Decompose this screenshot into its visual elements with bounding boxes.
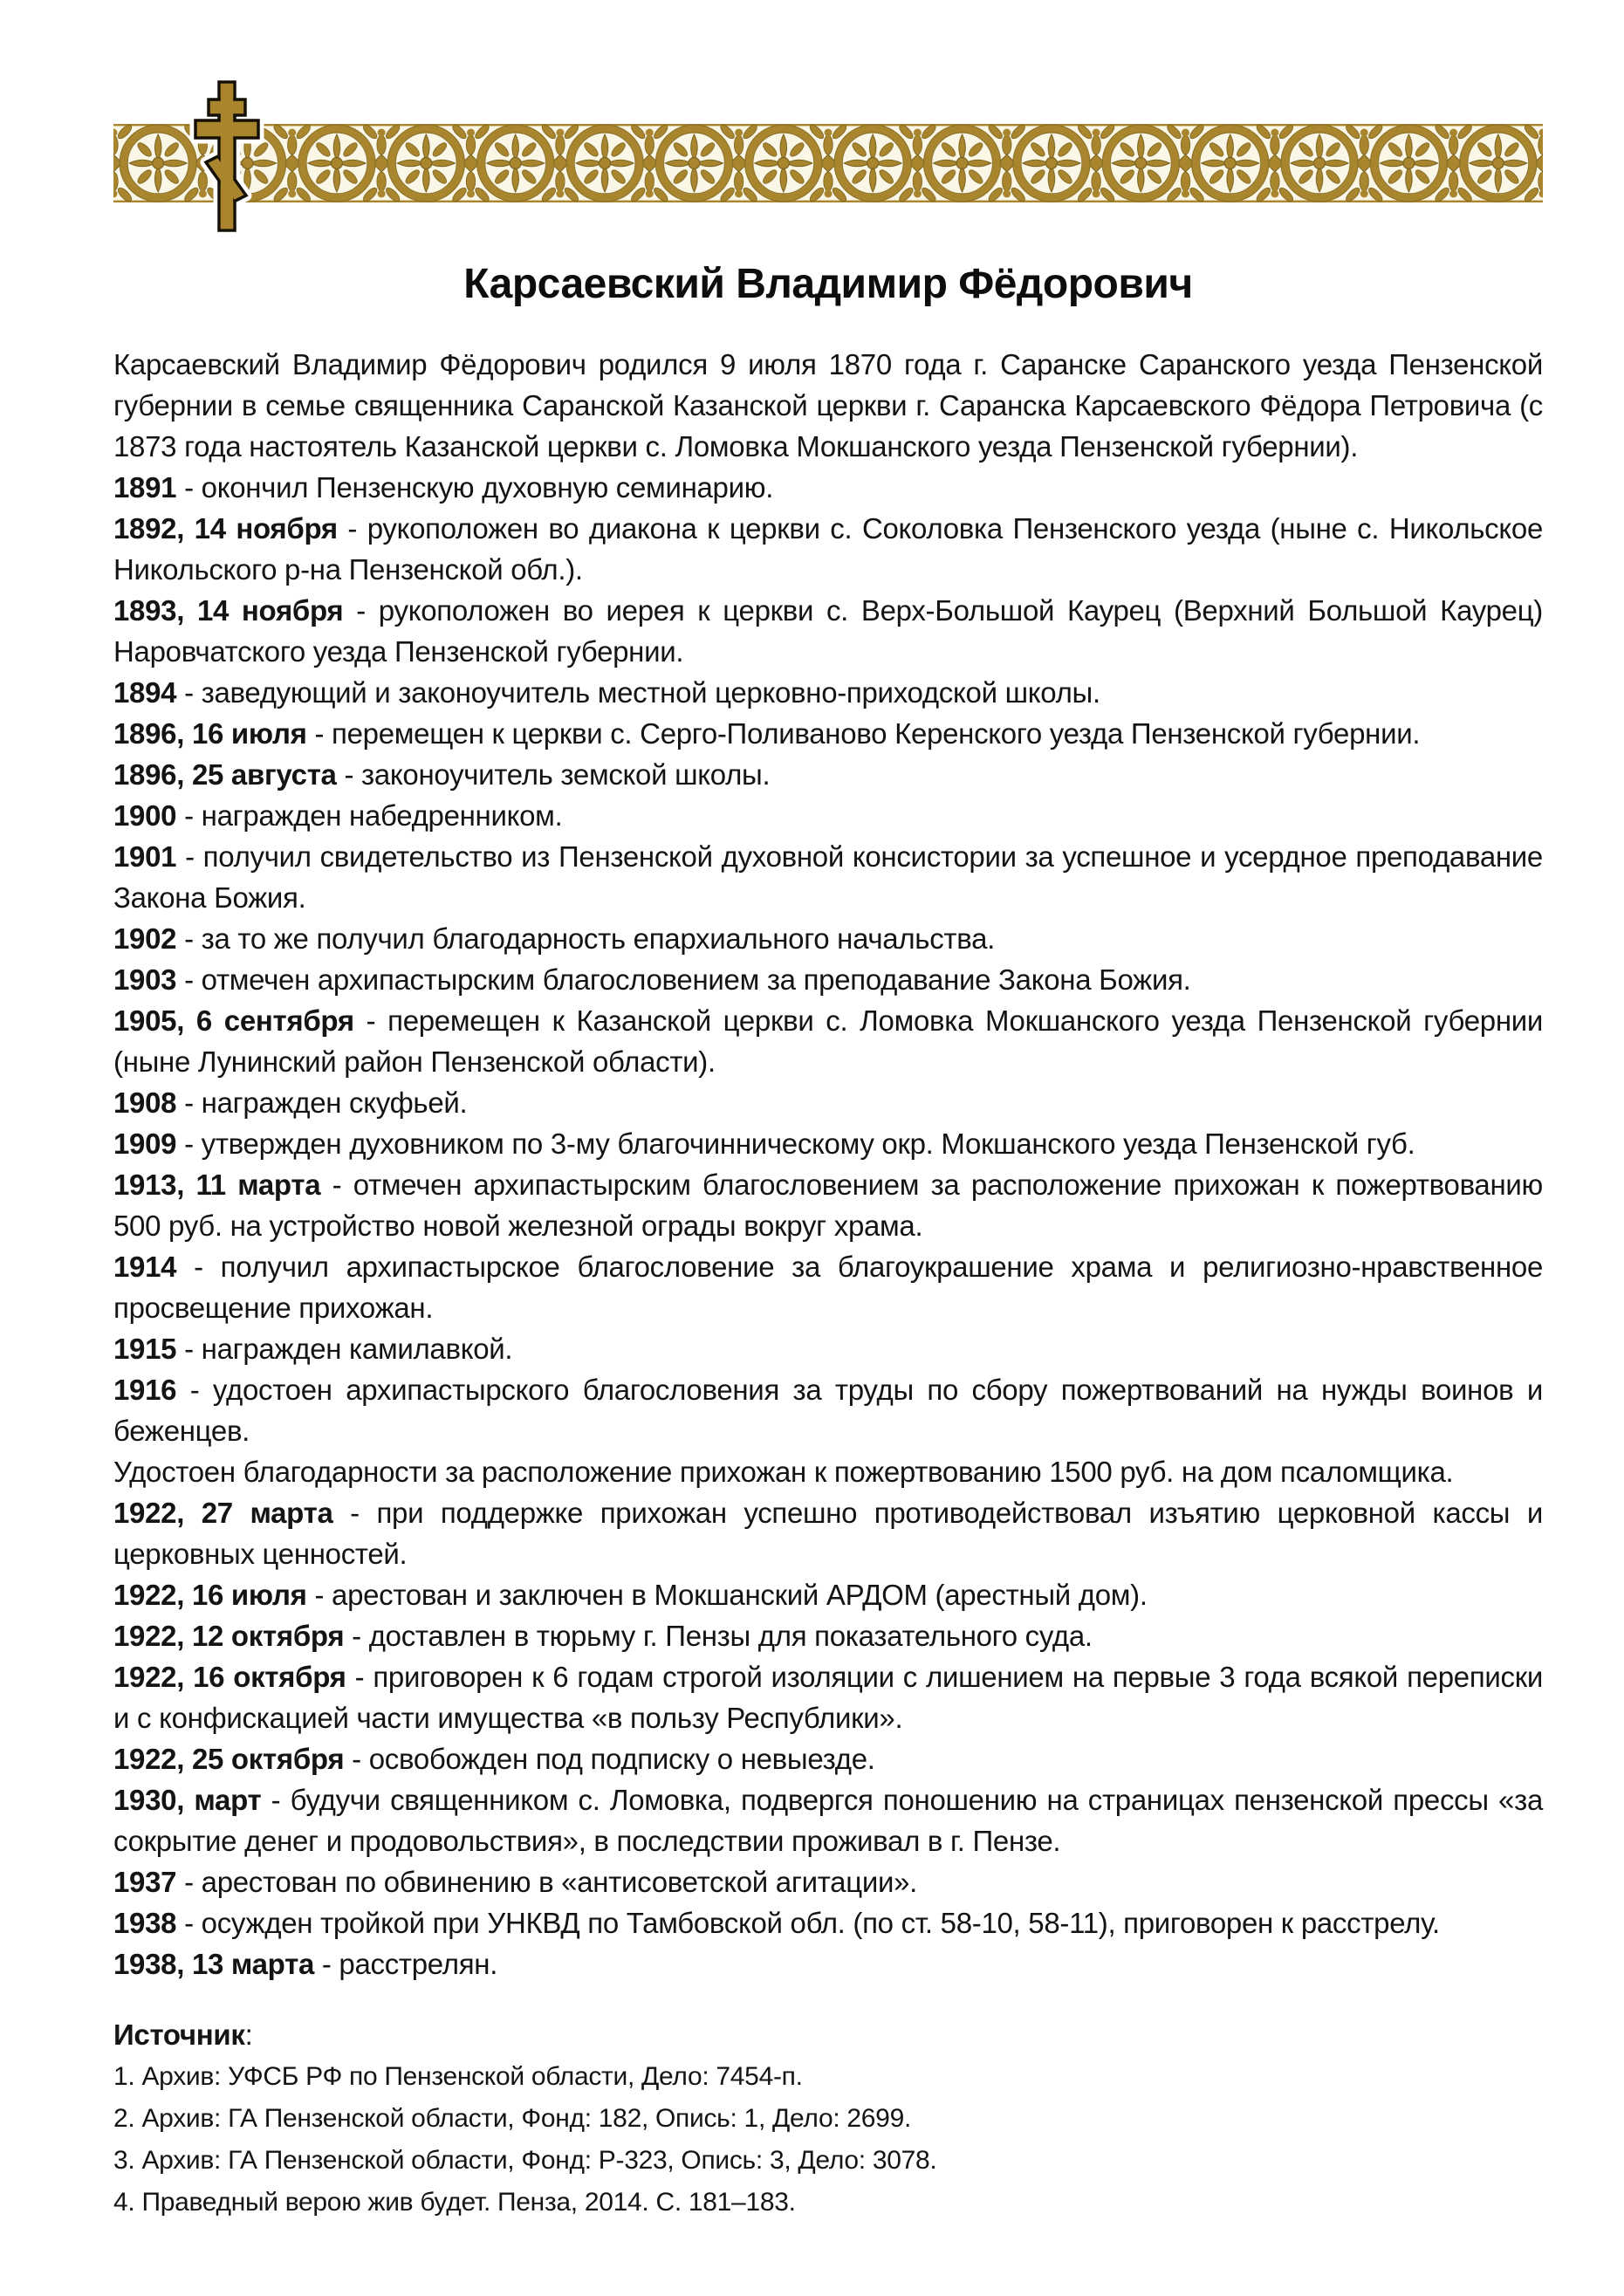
bio-entry: [113, 1123, 1543, 1164]
sources-heading-word: Источник: [113, 2018, 245, 2051]
entry-text: - доставлен в тюрьму г. Пензы для показательного суда.: [344, 1620, 1093, 1652]
entry-text: - перемещен к Казанской церкви с. Ломовка Мокшанского уезда Пензенской губернии (ныне Лунинский район Пензенской области).: [113, 1004, 1544, 1078]
bio-entry: [113, 672, 1543, 713]
bio-entry: [113, 1574, 1543, 1615]
bio-entry: [113, 713, 1543, 754]
entry-date: 1896, 25 августа: [113, 758, 337, 791]
entry-date: 1891: [113, 471, 177, 504]
biography-text: [113, 344, 1543, 2224]
entry-date: 1901: [113, 840, 177, 873]
entry-date: 1909: [113, 1127, 177, 1160]
entry-text: - отмечен архипастырским благословением за преподавание Закона Божия.: [176, 963, 1191, 996]
page-title: Карсаевский Владимир Фёдорович: [463, 261, 1193, 307]
source-item: 3. Архив: ГА Пензенской области, Фонд: Р-323, Опись: 3, Дело: 3078.: [113, 2146, 937, 2175]
entry-text: - рукоположен во иерея к церкви с. Верх-Большой Каурец (Верхний Большой Каурец) Наровчатского уезда Пензенской губернии.: [113, 594, 1543, 668]
floral-border: [113, 124, 1543, 202]
entry-text: - приговорен к 6 годам строгой изоляции с лишением на первые 3 года всякой переписки и с конфискацией части имущества «в пользу Республики».: [113, 1661, 1543, 1734]
bio-entry: [113, 1492, 1543, 1574]
entry-date: 1922, 16 июля: [113, 1579, 307, 1611]
entry-text: Удостоен благодарности за расположение прихожан к пожертвованию 1500 руб. на дом псаломщика.: [113, 1456, 1454, 1488]
entry-text: - удостоен архипастырского благословения за труды по сбору пожертвований на нужды воинов и беженцев.: [113, 1374, 1543, 1447]
entry-text: - за то же получил благодарность епархиального начальства.: [176, 922, 995, 955]
entry-text: - рукоположен во диакона к церкви с. Соколовка Пензенского уезда (ныне с. Никольское Никольского р-на Пензенской обл.).: [113, 512, 1543, 586]
entry-text: - перемещен к церкви с. Серго-Поливаново Керенского уезда Пензенской губернии.: [306, 717, 1421, 750]
entry-date: 1908: [113, 1086, 177, 1119]
entry-date: 1922, 16 октября: [113, 1661, 346, 1693]
bio-entry: [113, 1246, 1543, 1328]
entry-date: 1938: [113, 1907, 177, 1939]
orthodox-cross-icon: [182, 73, 272, 244]
entry-text: - утвержден духовником по 3-му благочинническому окр. Мокшанского уезда Пензенской губ.: [176, 1127, 1415, 1160]
bio-entry: [113, 1164, 1543, 1246]
entry-text: - расстрелян.: [314, 1948, 498, 1980]
entry-text: - отмечен архипастырским благословением за расположение прихожан к пожертвованию 500 руб. на устройство новой железной ограды вокруг храма.: [113, 1169, 1543, 1242]
bio-entry: [113, 1861, 1543, 1902]
entry-text: - арестован по обвинению в «антисоветской агитации».: [176, 1866, 918, 1898]
entry-text: - освобожден под подписку о невыезде.: [344, 1743, 875, 1775]
bio-entry: [113, 1082, 1543, 1123]
bio-entry: [113, 959, 1543, 1000]
entry-text: - при поддержке прихожан успешно противодействовал изъятию церковной кассы и церковных ценностей.: [113, 1497, 1543, 1570]
bio-entry: [113, 918, 1543, 959]
entry-date: 1914: [113, 1251, 177, 1283]
sources-heading: [113, 2014, 1543, 2056]
bio-entry: [113, 1656, 1543, 1738]
entry-date: 1922, 12 октября: [113, 1620, 345, 1652]
entry-date: 1900: [113, 799, 177, 832]
bio-entry: [113, 1451, 1543, 1492]
entry-text: - награжден набедренником.: [176, 799, 563, 832]
bio-entry: [113, 836, 1543, 918]
entry-date: 1903: [113, 963, 177, 996]
entry-date: 1896, 16 июля: [113, 717, 307, 750]
bio-intro: Карсаевский Владимир Фёдорович родился 9 июля 1870 года г. Саранске Саранского уезда Пензенской губернии в семье священника Саранской Казанской церкви г. Саранска Карсаевского Фёдора Петровича (с 1873 года настоятель Казанской церкви с. Ломовка Мокшанского уезда Пензенской губернии).: [113, 348, 1543, 463]
entry-date: 1922, 27 марта: [113, 1497, 333, 1529]
source-item: 1. Архив: УФСБ РФ по Пензенской области, Дело: 7454-п.: [113, 2062, 803, 2091]
bio-entry: [113, 1369, 1543, 1451]
bio-entry: [113, 1615, 1543, 1656]
entry-text: - получил свидетельство из Пензенской духовной консистории за успешное и усердное преподавание Закона Божия.: [113, 840, 1543, 914]
source-item: 4. Праведный верою жив будет. Пенза, 2014. С. 181–183.: [113, 2188, 796, 2217]
entry-date: 1892, 14 ноября: [113, 512, 338, 545]
entry-text: - получил архипастырское благословение за благоукрашение храма и религиозно-нравственное просвещение прихожан.: [113, 1251, 1543, 1324]
entry-text: - будучи священником с. Ломовка, подвергся поношению на страницах пензенской прессы «за сокрытие денег и продовольствия», в последствии проживал в г. Пензе.: [113, 1784, 1543, 1857]
entry-date: 1913, 11 марта: [113, 1169, 321, 1201]
entry-date: 1905, 6 сентября: [113, 1004, 354, 1037]
bio-entry: [113, 1000, 1543, 1082]
bio-entry: [113, 1902, 1543, 1943]
sources-heading-colon: :: [244, 2018, 253, 2051]
sources-section: [113, 2014, 1543, 2224]
entry-date: 1902: [113, 922, 177, 955]
entry-date: 1916: [113, 1374, 177, 1406]
entry-date: 1894: [113, 676, 177, 709]
entry-text: - арестован и заключен в Мокшанский АРДОМ (арестный дом).: [306, 1579, 1148, 1611]
bio-entry: [113, 1328, 1543, 1369]
source-item: 2. Архив: ГА Пензенской области, Фонд: 182, Опись: 1, Дело: 2699.: [113, 2104, 911, 2133]
entry-date: 1938, 13 марта: [113, 1948, 314, 1980]
entry-text: - окончил Пензенскую духовную семинарию.: [176, 471, 774, 504]
entry-text: - награжден скуфьей.: [176, 1086, 468, 1119]
entry-date: 1922, 25 октября: [113, 1743, 345, 1775]
bio-entry: [113, 467, 1543, 508]
entry-text: - заведующий и законоучитель местной церковно-приходской школы.: [176, 676, 1100, 709]
bio-entry: [113, 1779, 1543, 1861]
entry-text: - осужден тройкой при УНКВД по Тамбовской обл. (по ст. 58-10, 58-11), приговорен к расстрелу.: [176, 1907, 1440, 1939]
bio-entry: [113, 508, 1543, 590]
entry-date: 1937: [113, 1866, 177, 1898]
entry-date: 1930, март: [113, 1784, 262, 1816]
entry-date: 1893, 14 ноября: [113, 594, 344, 627]
entry-text: - законоучитель земской школы.: [336, 758, 771, 791]
entry-date: 1915: [113, 1333, 177, 1365]
bio-entry: [113, 795, 1543, 836]
entry-text: - награжден камилавкой.: [176, 1333, 513, 1365]
bio-entry: [113, 590, 1543, 672]
bio-entry: [113, 754, 1543, 795]
bio-entry: [113, 1943, 1543, 1984]
bio-entry: [113, 1738, 1543, 1779]
